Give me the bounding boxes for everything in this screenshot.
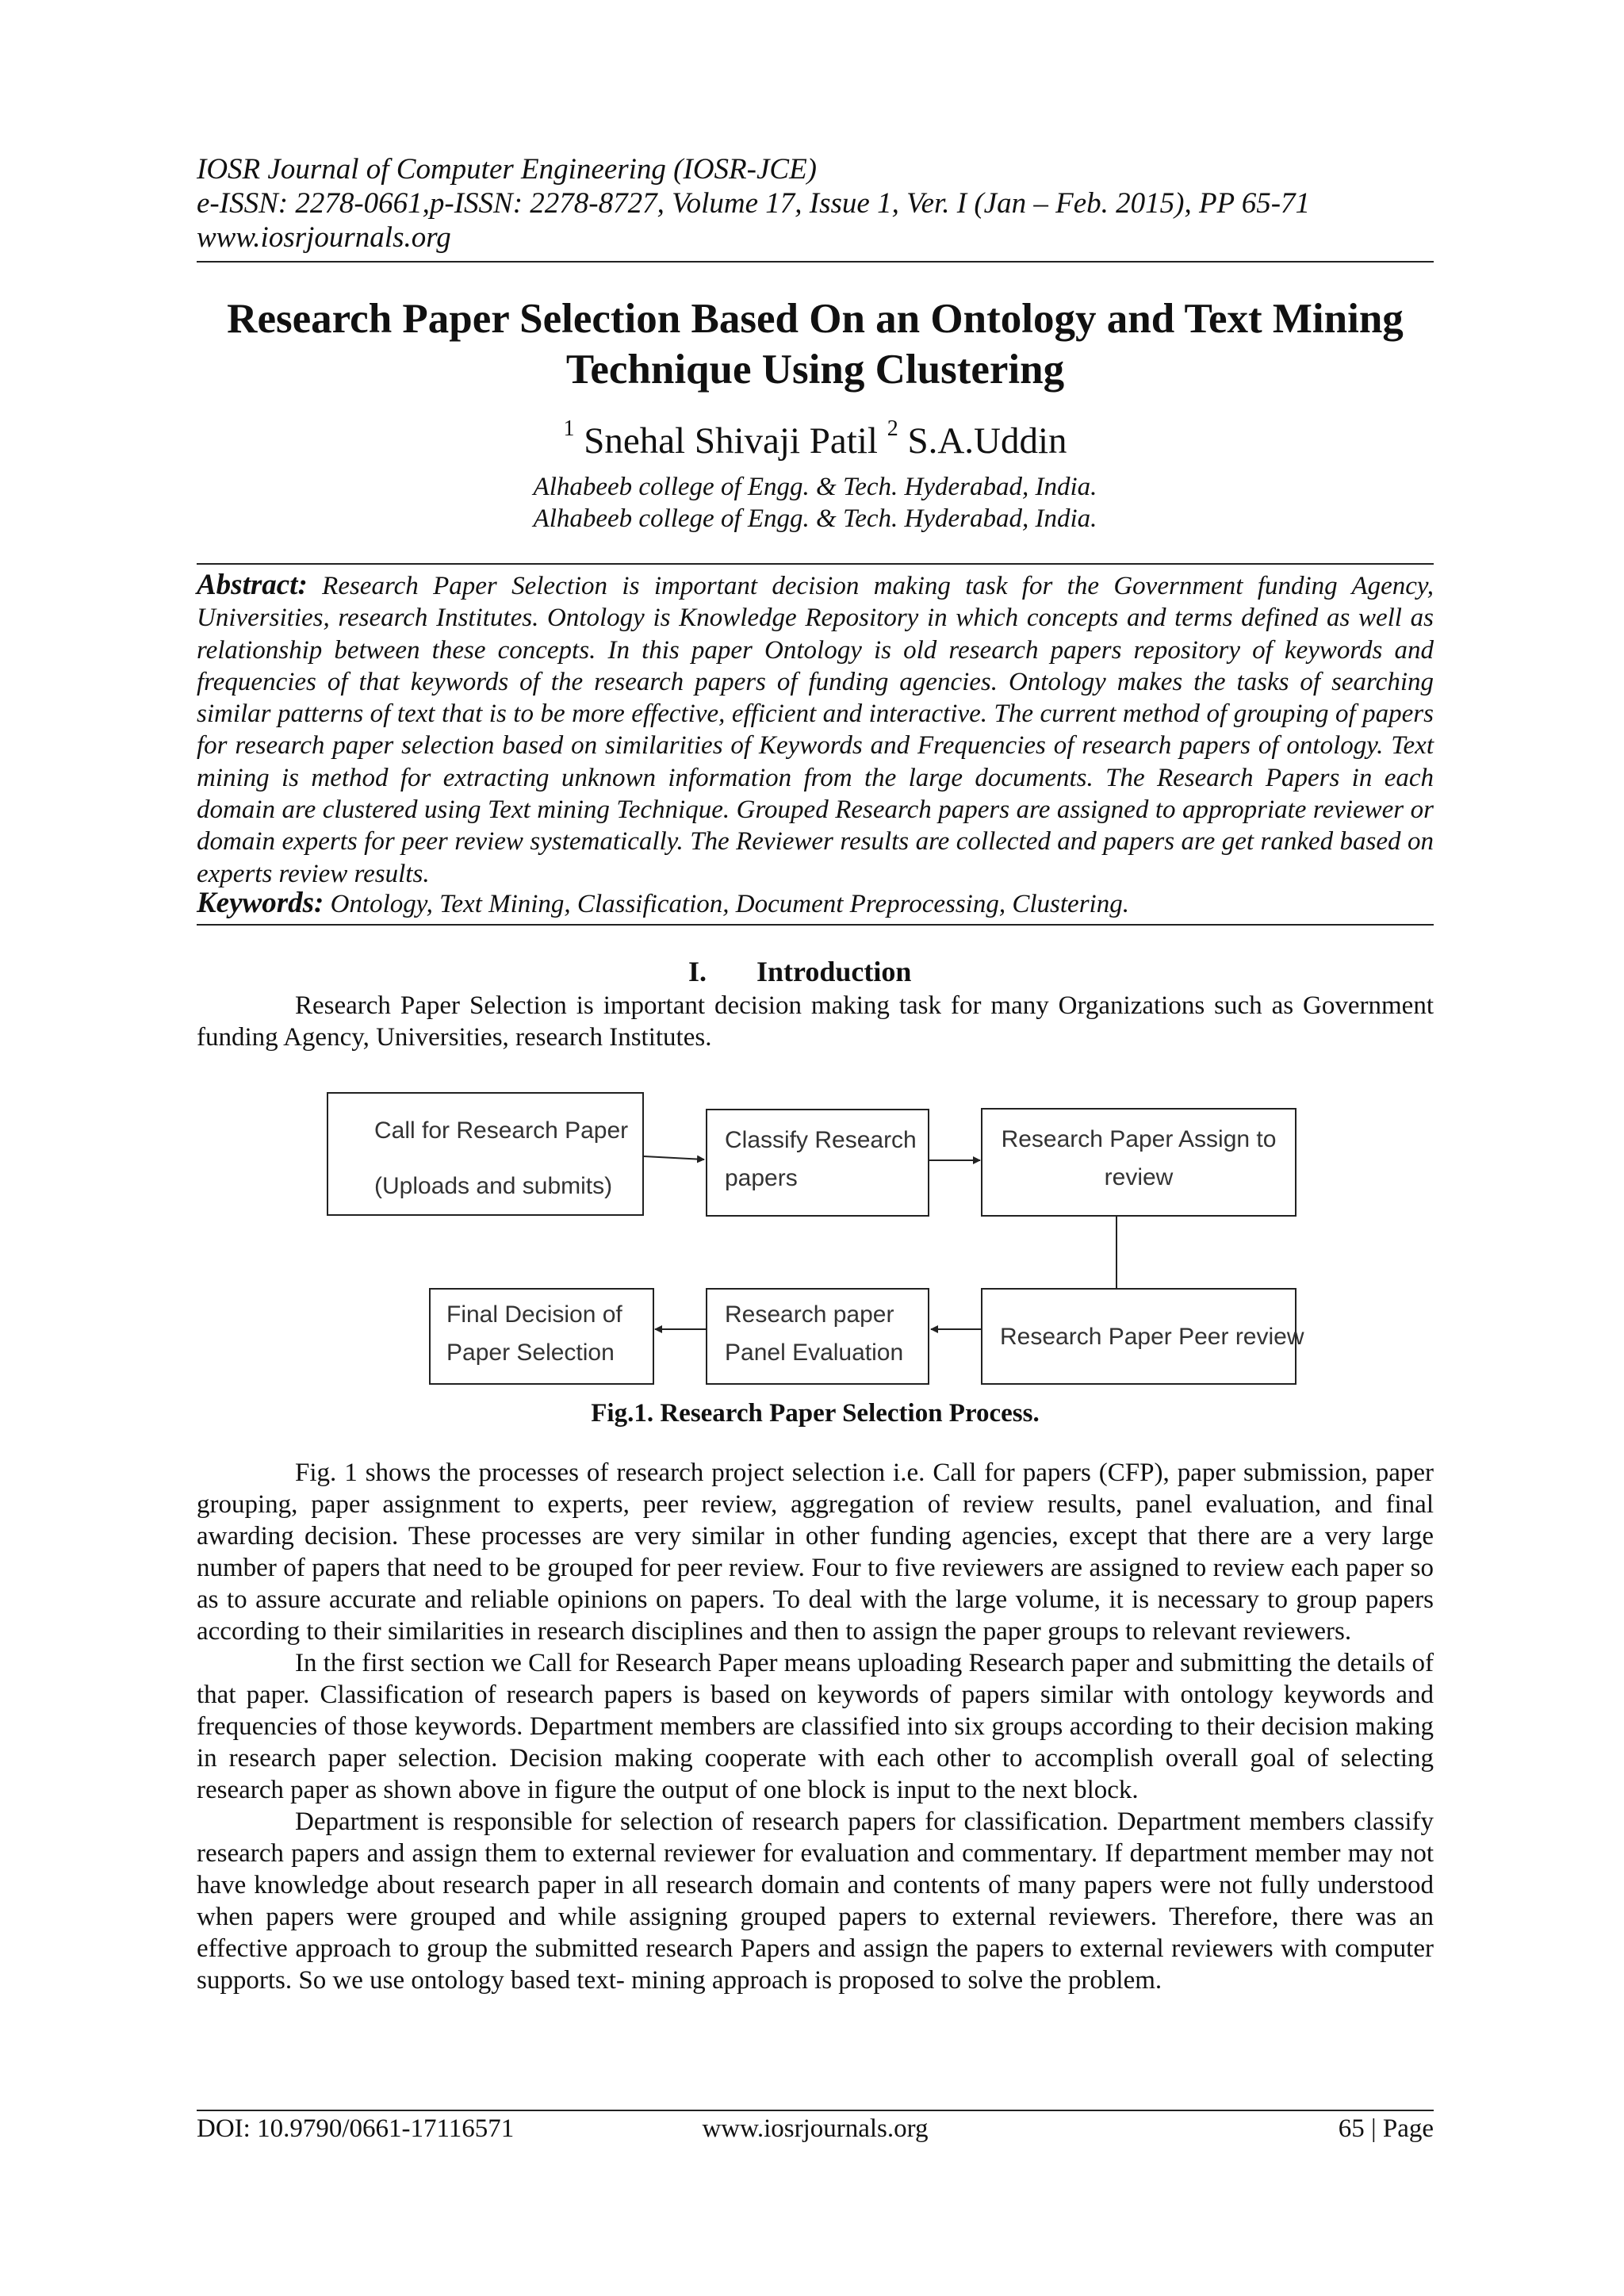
title-line-1: Research Paper Selection Based On an Ontology and Text Mining [227,296,1404,342]
abstract-label: Abstract: [197,569,308,601]
box-paper-assign-to-review [981,1108,1297,1217]
box-classify-line-2: papers [725,1165,798,1191]
arrow-call-to-classify [644,1156,704,1159]
author1-name: Snehal Shivaji Patil [584,420,878,462]
box-classify-line-1: Classify Research [725,1127,917,1153]
box-final-decision [429,1288,654,1385]
abstract-text: Research Paper Selection is important decision making task for the Government funding Agency, Universities, research Institutes. Ontology is Knowledge Repository in which concepts and terms defined as well as relationship between these concepts. In this paper Ontology is old research papers repository of keywords and frequencies of that keywords of the research papers of funding agencies. Ontology makes the tasks of searching similar patterns of text that is to be more effective, efficient and interactive. The current method of grouping of papers for research paper selection based on similarities of Keywords and Frequencies of research papers of ontology. Text mining is method for extracting unknown information from the large documents. The Research Papers in each domain are clustered using Text mining Technique. Grouped Research papers are assigned to appropriate reviewer or domain experts for peer review systematically. The Reviewer results are collected and papers are get ranked based on experts review results. [197,572,1434,888]
section-number: I. [688,956,707,987]
box-call-line-1: Call for Research Paper [374,1117,629,1144]
body-paragraph-1: Fig. 1 shows the processes of research project selection i.e. Call for papers (CFP), paper submission, paper grouping, paper assignment to experts, peer review, aggregation of review results, panel evaluation, and final awarding decision. These processes are very similar in other funding agencies, except that there are a very large number of papers that need to be grouped for peer review. Four to five reviewers are assigned to review each paper so as to assure accurate and reliable opinions on papers. To deal with the large volume, it is necessary to group papers according to their similarities in research disciplines and then to assign the paper groups to relevant reviewers. [197,1458,1434,1646]
box-call-line-2: (Uploads and submits) [374,1173,613,1199]
journal-name: IOSR Journal of Computer Engineering (IOSR-JCE) [197,153,817,186]
box-panel-evaluation [706,1288,929,1385]
box-call-for-research-paper [327,1092,644,1216]
body-paragraph-2: In the first section we Call for Research Paper means uploading Research paper and submitting the details of that paper. Classification of research papers is based on keywords of papers similar with ontology keywords and frequencies of those keywords. Department members are classified into six groups according to their decision making in research paper selection. Decision making cooperate with each other to accomplish overall goal of selecting research paper as shown above in figure the output of one block is input to the next block. [197,1649,1434,1804]
affiliation-1: Alhabeeb college of Engg. & Tech. Hyderabad, India. [533,473,1097,501]
box-final-line-2: Paper Selection [446,1340,615,1366]
keywords-text: Ontology, Text Mining, Classification, Document Preprocessing, Clustering. [330,890,1129,918]
affiliation-2: Alhabeeb college of Engg. & Tech. Hyderabad, India. [533,504,1097,533]
issn-line: e-ISSN: 2278-0661,p-ISSN: 2278-8727, Volume 17, Issue 1, Ver. I (Jan – Feb. 2015), PP 65-71 [197,187,1311,220]
footer-page-number: 65 | Page [1338,2114,1434,2143]
box-peer-text: Research Paper Peer review [1000,1324,1304,1350]
author1-superscript: 1 [563,416,575,441]
box-panel-line-1: Research paper [725,1301,894,1328]
section-title: Introduction [756,956,912,987]
body-paragraph-3: Department is responsible for selection of research papers for classification. Department members classify research papers and assign them to external reviewer for evaluation and commentary. If department member may not have knowledge about research paper in all research domain and contents of many papers were not fully understood when papers were grouped and while assigning grouped papers to external reviewers. Therefore, there was an effective approach to group the submitted research Papers and assign the papers to external reviewers with computer supports. So we use ontology based text- mining approach is proposed to solve the problem. [197,1807,1434,1995]
footer-rule [197,2110,1434,2111]
box-assign-line-1: Research Paper Assign to [1001,1126,1277,1152]
box-peer-review [981,1288,1304,1385]
intro-text: Research Paper Selection is important decision making task for many Organizations such as Government funding Agency, Universities, research Institutes. [197,991,1434,1052]
title-line-2: Technique Using Clustering [565,347,1065,393]
box-panel-line-2: Panel Evaluation [725,1340,904,1366]
footer-doi: DOI: 10.9790/0661-17116571 [197,2114,515,2143]
box-assign-line-2: review [1104,1164,1174,1190]
footer-website: www.iosrjournals.org [702,2114,929,2143]
body-text [197,1457,1434,1996]
box-classify-research-papers [706,1109,929,1217]
journal-website: www.iosrjournals.org [197,221,451,254]
author2-superscript: 2 [887,416,898,441]
box-final-line-1: Final Decision of [446,1301,622,1328]
keywords-label: Keywords: [197,887,324,919]
author2-name: S.A.Uddin [907,420,1067,462]
figure-caption: Fig.1. Research Paper Selection Process. [591,1399,1040,1428]
